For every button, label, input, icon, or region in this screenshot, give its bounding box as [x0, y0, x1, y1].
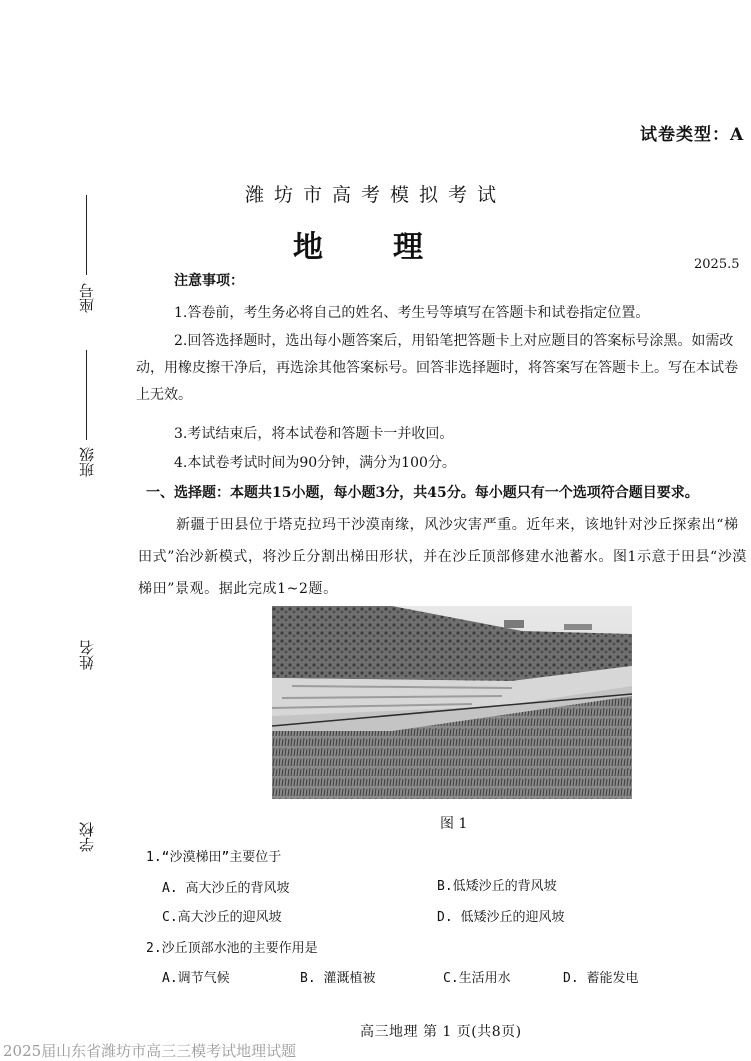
exam-title: 潍坊市高考模拟考试: [244, 184, 506, 206]
class-label: 班级: [78, 447, 96, 477]
name-label: 姓名: [78, 640, 96, 670]
page-footer: 高三地理 第 1 页(共8页): [360, 1024, 522, 1040]
notice-item: 1.答卷前，考生务必将自己的姓名、考生号等填写在答题卡和试卷指定位置。: [174, 305, 650, 321]
question-intro: 新疆于田县位于塔克拉玛干沙漠南缘，风沙灾害严重。近年来，该地针对沙丘探索出“梯田式”治沙新模式，将沙丘分割出梯田形状，并在沙丘顶部修建水池蓄水。图1示意于田县“沙漠梯田”景观。据此完成1~2题。: [138, 517, 748, 597]
question-stem: 2.沙丘顶部水池的主要作用是: [146, 941, 318, 956]
class-fill-line: [86, 350, 87, 440]
seat-fill-line: [86, 195, 87, 275]
exam-date: 2025.5: [694, 257, 740, 272]
option-b: B. 灌溉植被: [300, 971, 376, 986]
notice-item: 3.考试结束后，将本试卷和答题卡一并收回。: [174, 426, 454, 442]
figure-caption: 图 1: [440, 816, 468, 832]
option-c: C.生活用水: [443, 971, 511, 986]
option-d: D. 低矮沙丘的迎风坡: [437, 910, 565, 925]
watermark-text: 2025届山东省潍坊市高三三模考试地理试题: [3, 1042, 297, 1060]
option-c: C.高大沙丘的迎风坡: [162, 910, 282, 925]
school-label: 学校: [78, 822, 96, 852]
desert-terrace-photo: [272, 606, 632, 799]
question-stem: 1.“沙漠梯田”主要位于: [146, 850, 282, 865]
notice-title: 注意事项：: [174, 273, 244, 289]
seat-label: 座号: [78, 283, 96, 313]
paper-type-label: 试卷类型：A: [640, 125, 745, 145]
notice-item: 4.本试卷考试时间为90分钟，满分为100分。: [174, 455, 456, 471]
option-b: B.低矮沙丘的背风坡: [437, 879, 557, 894]
notice-item: 2.回答选择题时，选出每小题答案后，用铅笔把答题卡上对应题目的答案标号涂黑。如需改动，用橡皮擦干净后，再选涂其他答案标号。回答非选择题时，将答案写在答题卡上。写在本试卷上无效。: [136, 333, 738, 403]
option-d: D. 蓄能发电: [563, 971, 639, 986]
option-a: A. 高大沙丘的背风坡: [162, 881, 290, 896]
subject-title: 地理: [293, 230, 493, 265]
section-title: 一、选择题：本题共15小题，每小题3分，共45分。每小题只有一个选项符合题目要求。: [146, 485, 699, 501]
option-a: A.调节气候: [162, 971, 230, 986]
